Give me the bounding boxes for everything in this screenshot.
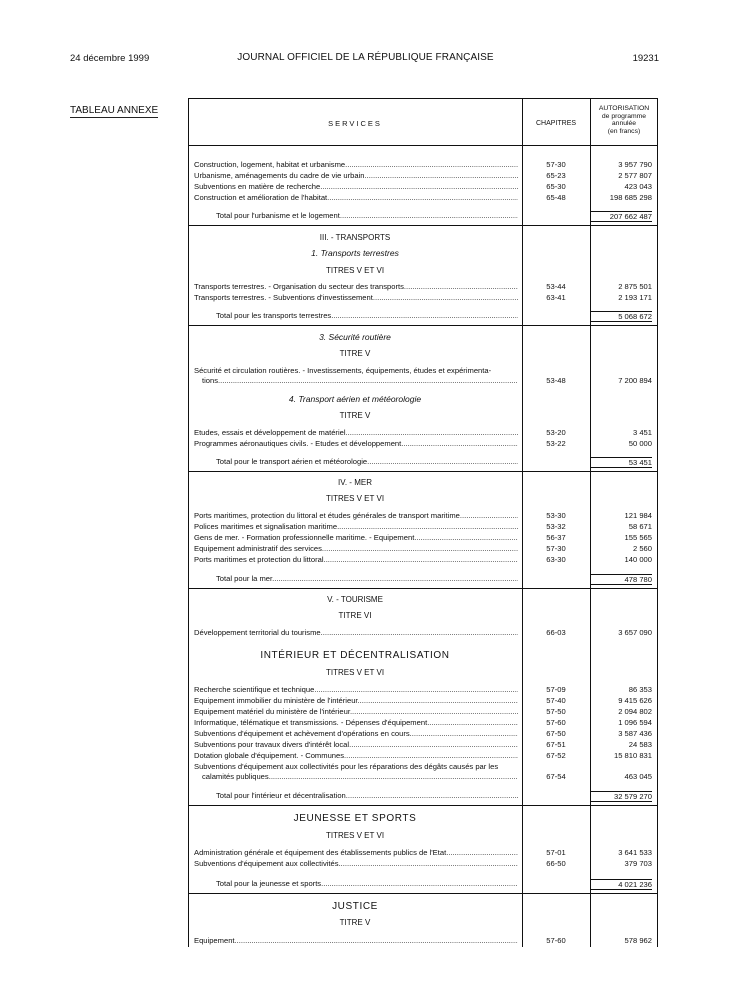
row-chapter: 57-40 bbox=[546, 696, 566, 705]
table-row bbox=[188, 858, 658, 869]
row-amount: 198 685 298 bbox=[609, 193, 652, 202]
table-row bbox=[188, 706, 658, 717]
row-label: Subventions d'équipement aux collectivités pour les réparations des dégâts causés par les bbox=[194, 762, 499, 771]
row-amount: 24 583 bbox=[628, 740, 652, 749]
row-amount: 1 096 594 bbox=[618, 718, 652, 727]
row-chapter: 53-44 bbox=[546, 282, 566, 291]
row-chapter: 56-37 bbox=[546, 533, 566, 542]
row-amount: 50 000 bbox=[628, 439, 652, 448]
section-separator bbox=[188, 325, 658, 326]
row-label: Polices maritimes et signalisation maritime ..... bbox=[194, 521, 518, 532]
section-heading-text: V. - TOURISME bbox=[327, 595, 383, 604]
row-chapter: 57-60 bbox=[546, 718, 566, 727]
section-heading bbox=[188, 265, 658, 276]
row-chapter: 53-48 bbox=[546, 376, 566, 385]
table-row-total bbox=[188, 790, 658, 801]
section-heading-text: III. - TRANSPORTS bbox=[319, 233, 391, 242]
table-row bbox=[188, 750, 658, 761]
header-page-number: 19231 bbox=[632, 53, 659, 64]
table-row-total bbox=[188, 456, 658, 467]
row-label: Sécurité et circulation routières. - Investissements, équipements, études et expérimenta- bbox=[194, 366, 492, 375]
table-row bbox=[188, 181, 658, 192]
column-header-chapitres: CHAPITRES bbox=[535, 120, 577, 127]
row-chapter: 67-52 bbox=[546, 751, 566, 760]
section-separator bbox=[188, 588, 658, 589]
section-heading-text: TITRES V ET VI bbox=[325, 831, 385, 840]
row-amount: 155 565 bbox=[624, 533, 652, 542]
section-heading bbox=[188, 813, 658, 824]
section-heading-text: TITRES V ET VI bbox=[325, 494, 385, 503]
table-row bbox=[188, 684, 658, 695]
section-heading bbox=[188, 901, 658, 912]
header-journal-title: JOURNAL OFFICIEL DE LA RÉPUBLIQUE FRANÇAISE bbox=[237, 52, 494, 63]
table-row bbox=[188, 292, 658, 303]
row-chapter: 65-48 bbox=[546, 193, 566, 202]
table-row bbox=[188, 438, 658, 449]
total-amount: 32 579 270 bbox=[590, 791, 652, 802]
table-row bbox=[188, 543, 658, 554]
section-heading-text: TITRE V bbox=[339, 918, 371, 927]
row-amount: 3 451 bbox=[632, 428, 652, 437]
row-chapter: 57-01 bbox=[546, 848, 566, 857]
total-label: Total pour les transports terrestres ..... bbox=[216, 310, 518, 321]
total-amount: 207 662 487 bbox=[590, 211, 652, 222]
row-label: Subventions pour travaux divers d'intérêt local ..... bbox=[194, 739, 518, 750]
section-heading-text: 1. Transports terrestres bbox=[311, 248, 399, 258]
row-chapter: 53-20 bbox=[546, 428, 566, 437]
column-header-services: SERVICES bbox=[328, 119, 382, 128]
total-amount: 5 068 672 bbox=[590, 311, 652, 322]
row-amount: 463 045 bbox=[624, 772, 652, 781]
section-heading bbox=[188, 332, 658, 343]
row-chapter: 66-50 bbox=[546, 859, 566, 868]
row-chapter: 63-41 bbox=[546, 293, 566, 302]
section-heading bbox=[188, 650, 658, 661]
row-chapter: 53-32 bbox=[546, 522, 566, 531]
section-separator bbox=[188, 225, 658, 226]
header-separator bbox=[188, 145, 658, 146]
section-heading bbox=[188, 493, 658, 504]
row-label: Equipement matériel du ministère de l'intérieur ..... bbox=[194, 706, 518, 717]
row-label: Subventions d'équipement aux collectivités ..... bbox=[194, 858, 518, 869]
row-amount: 379 703 bbox=[624, 859, 652, 868]
row-chapter: 65-30 bbox=[546, 182, 566, 191]
total-amount: 478 780 bbox=[590, 574, 652, 585]
table-row bbox=[188, 717, 658, 728]
row-label: Gens de mer. - Formation professionnelle maritime. - Equipement ..... bbox=[194, 532, 518, 543]
column-header-autorisation-line: (en francs) bbox=[607, 127, 641, 135]
row-amount: 2 560 bbox=[632, 544, 652, 553]
row-label: Transports terrestres. - Subventions d'investissement ..... bbox=[194, 292, 518, 303]
section-heading bbox=[188, 410, 658, 421]
table-row bbox=[188, 192, 658, 203]
column-header-autorisation-line: annulée bbox=[611, 120, 637, 128]
annex-table bbox=[188, 98, 658, 947]
table-row bbox=[188, 695, 658, 706]
section-heading bbox=[188, 248, 658, 259]
total-label: Total pour l'intérieur et décentralisation ..... bbox=[216, 790, 518, 801]
section-heading bbox=[188, 830, 658, 841]
column-header-autorisation bbox=[590, 105, 658, 135]
section-separator bbox=[188, 893, 658, 894]
row-label: Construction, logement, habitat et urbanisme ..... bbox=[194, 159, 518, 170]
row-amount: 2 193 171 bbox=[618, 293, 652, 302]
row-amount: 3 957 790 bbox=[618, 160, 652, 169]
table-row bbox=[188, 510, 658, 521]
table-row-total bbox=[188, 210, 658, 221]
table-row-total bbox=[188, 310, 658, 321]
header-date: 24 décembre 1999 bbox=[70, 53, 150, 64]
row-label: Transports terrestres. - Organisation du secteur des transports ..... bbox=[194, 281, 518, 292]
row-label: Administration générale et équipement des établissements publics de l'Etat ..... bbox=[194, 847, 518, 858]
table-row bbox=[188, 170, 658, 181]
row-chapter: 57-60 bbox=[546, 936, 566, 945]
row-amount: 423 043 bbox=[624, 182, 652, 191]
row-chapter: 53-22 bbox=[546, 439, 566, 448]
table-row bbox=[188, 554, 658, 565]
row-label: calamités publiques ..... bbox=[202, 771, 518, 782]
section-heading-text: 4. Transport aérien et météorologie bbox=[288, 394, 422, 404]
table-row-continuation bbox=[188, 375, 658, 386]
row-label: Programmes aéronautiques civils. - Etudes et développement ..... bbox=[194, 438, 518, 449]
row-amount: 58 671 bbox=[628, 522, 652, 531]
section-heading bbox=[188, 610, 658, 621]
row-amount: 3 657 090 bbox=[618, 628, 652, 637]
section-separator bbox=[188, 471, 658, 472]
section-heading bbox=[188, 394, 658, 405]
row-label: Equipement administratif des services ..... bbox=[194, 543, 518, 554]
row-chapter: 67-54 bbox=[546, 772, 566, 781]
section-heading bbox=[188, 348, 658, 359]
row-label: Equipement ..... bbox=[194, 935, 518, 946]
section-heading bbox=[188, 917, 658, 928]
row-label: Dotation globale d'équipement. - Communes ..... bbox=[194, 750, 518, 761]
row-chapter: 66-03 bbox=[546, 628, 566, 637]
section-heading bbox=[188, 477, 658, 488]
row-amount: 140 000 bbox=[624, 555, 652, 564]
row-amount: 3 641 533 bbox=[618, 848, 652, 857]
row-label: Urbanisme, aménagements du cadre de vie urbain ..... bbox=[194, 170, 518, 181]
total-label: Total pour la jeunesse et sports ..... bbox=[216, 878, 518, 889]
total-amount: 53 451 bbox=[590, 457, 652, 468]
table-row bbox=[188, 728, 658, 739]
table-row bbox=[188, 521, 658, 532]
table-row-total bbox=[188, 878, 658, 889]
row-amount: 121 984 bbox=[624, 511, 652, 520]
row-amount: 3 587 436 bbox=[618, 729, 652, 738]
section-heading-text: IV. - MER bbox=[338, 478, 372, 487]
row-amount: 86 353 bbox=[628, 685, 652, 694]
row-chapter: 57-50 bbox=[546, 707, 566, 716]
total-label: Total pour le transport aérien et météorologie ..... bbox=[216, 456, 518, 467]
side-label: TABLEAU ANNEXE bbox=[70, 105, 159, 116]
row-chapter: 57-30 bbox=[546, 544, 566, 553]
row-label: Equipement immobilier du ministère de l'intérieur ..... bbox=[194, 695, 518, 706]
section-heading-text: TITRE VI bbox=[338, 611, 372, 620]
row-label: Recherche scientifique et technique ..... bbox=[194, 684, 518, 695]
row-chapter: 63-30 bbox=[546, 555, 566, 564]
row-label: Ports maritimes, protection du littoral et études générales de transport maritime ..... bbox=[194, 510, 518, 521]
row-label: Construction et amélioration de l'habitat ..... bbox=[194, 192, 518, 203]
section-heading-text: INTÉRIEUR ET DÉCENTRALISATION bbox=[260, 650, 450, 661]
row-label: Subventions d'équipement et achèvement d'opérations en cours ..... bbox=[194, 728, 518, 739]
section-heading-text: 3. Sécurité routière bbox=[319, 332, 391, 342]
row-amount: 2 875 501 bbox=[618, 282, 652, 291]
row-chapter: 57-30 bbox=[546, 160, 566, 169]
row-label: tions ..... bbox=[202, 375, 518, 386]
row-amount: 9 415 626 bbox=[618, 696, 652, 705]
row-amount: 7 200 894 bbox=[618, 376, 652, 385]
row-chapter: 53-30 bbox=[546, 511, 566, 520]
row-label: Subventions en matière de recherche ..... bbox=[194, 181, 518, 192]
total-amount: 4 021 236 bbox=[590, 879, 652, 890]
table-row bbox=[188, 532, 658, 543]
section-heading-text: JEUNESSE ET SPORTS bbox=[293, 813, 417, 824]
table-row bbox=[188, 847, 658, 858]
row-chapter: 67-51 bbox=[546, 740, 566, 749]
row-amount: 578 962 bbox=[624, 936, 652, 945]
section-heading bbox=[188, 594, 658, 605]
total-label: Total pour l'urbanisme et le logement ..... bbox=[216, 210, 518, 221]
section-separator bbox=[188, 805, 658, 806]
row-label: Développement territorial du tourisme ..... bbox=[194, 627, 518, 638]
section-heading-text: TITRES V ET VI bbox=[325, 668, 385, 677]
section-heading bbox=[188, 232, 658, 243]
section-heading-text: TITRE V bbox=[339, 349, 371, 358]
row-amount: 2 094 802 bbox=[618, 707, 652, 716]
table-row bbox=[188, 739, 658, 750]
table-row bbox=[188, 427, 658, 438]
table-row bbox=[188, 935, 658, 946]
section-heading bbox=[188, 667, 658, 678]
row-label: Ports maritimes et protection du littoral ..... bbox=[194, 554, 518, 565]
total-label: Total pour la mer ..... bbox=[216, 573, 518, 584]
table-row bbox=[188, 281, 658, 292]
section-heading-text: TITRE V bbox=[339, 411, 371, 420]
section-heading-text: JUSTICE bbox=[332, 901, 378, 912]
column-header-autorisation-line: AUTORISATION bbox=[598, 105, 650, 112]
row-amount: 2 577 807 bbox=[618, 171, 652, 180]
row-chapter: 67-50 bbox=[546, 729, 566, 738]
table-row bbox=[188, 159, 658, 170]
row-amount: 15 810 831 bbox=[613, 751, 652, 760]
row-chapter: 65-23 bbox=[546, 171, 566, 180]
column-header-autorisation-line: de programme bbox=[601, 112, 647, 120]
row-chapter: 57-09 bbox=[546, 685, 566, 694]
table-row-total bbox=[188, 573, 658, 584]
row-label: Informatique, télématique et transmissions. - Dépenses d'équipement ..... bbox=[194, 717, 518, 728]
row-label: Etudes, essais et développement de matériel ..... bbox=[194, 427, 518, 438]
table-row-continuation bbox=[188, 771, 658, 782]
table-row bbox=[188, 627, 658, 638]
section-heading-text: TITRES V ET VI bbox=[325, 266, 385, 275]
